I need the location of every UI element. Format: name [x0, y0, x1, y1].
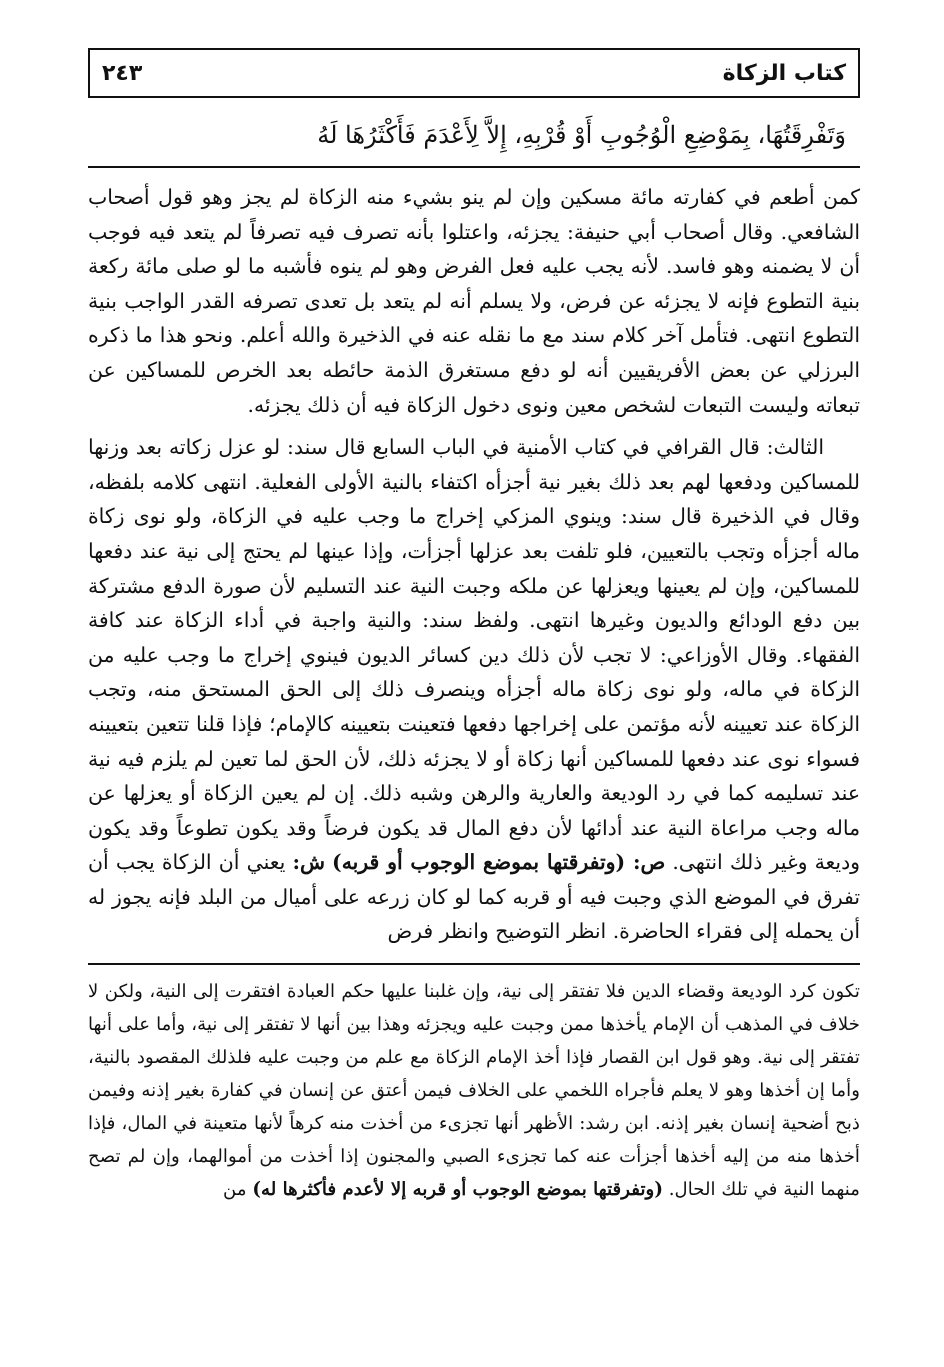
commentary-paragraph-2-text: الثالث: قال القرافي في كتاب الأمنية في الباب السابع قال سند: لو عزل زكاته بعد وزنها للمساكين ودفعها لهم بعد ذلك بغير نية أجزأه اكتفاء بالنية الأولى الفعلية. انتهى كلامه بلفظه، وقال في الذخيرة قال سند: وينوي المزكي إخراج ما وجب عليه في الزكاة، ولو نوى زكاة ماله أجزأه وتجب بالتعيين، فلو تلفت بعد عزلها أجزأت، وإذا عينها لم يحتج إلى نية عند دفعها للمساكين، وإن لم يعينها ويعزلها عن ملكه وجبت النية عند التسليم لأن صورة الدفع مشتركة بين دفع الودائع والديون وغيرها انتهى. ولفظ سند: والنية واجبة في أداء الزكاة عند كافة الفقهاء. وقال الأوزاعي: لا تجب لأن ذلك دين كسائر الديون فينوي إخراج ما وجب عليه من الزكاة في ماله، ولو نوى زكاة ماله أجزأه وينصرف ذلك إلى الحق المستحق منه، وتجب الزكاة عند تعيينه لأنه مؤتمن على إخراجها دفعها فتعينت بتعيينه كالإمام؛ فإذا قلنا تتعين بتعيينه فسواء نوى عند دفعها للمساكين أنها زكاة أو لا يجزئه ذلك، لأن الحق لما تعين لم يلزم فيه نية عند تسليمه كما في رد الوديعة والعارية والرهن وشبه ذلك. إن لم يعين الزكاة أو يعزلها عن ماله وجب مراعاة النية عند أدائها لأن دفع المال قد يكون فرضاً وقد يكون تطوعاً وقد يكون وديعة وغير ذلك انتهى. [88, 435, 860, 875]
matn-verse: وَتَفْرِقَتُهَا، بِمَوْضِعِ الْوُجُوبِ أَوْ قُرْبِهِ، إِلاَّ لِأَعْدَمَ فَأَكْثَرُهَا لَهُ [317, 121, 846, 149]
commentary-paragraph-2 [88, 430, 860, 949]
footnote-text [88, 975, 860, 1206]
matn-divider [88, 166, 860, 168]
running-header [88, 48, 860, 98]
book-page [88, 48, 860, 1338]
commentary-paragraph-1: كمن أطعم في كفارته مائة مسكين وإن لم ينو بشيء منه الزكاة لم يجز وهو قول أصحاب الشافعي. وقال أصحاب أبي حنيفة: يجزئه، واعتلوا بأنه تصرف فيه تصرفاً لم يتعد فيه فوجب أن لا يضمنه وهو فاسد. لأنه يجب عليه فعل الفرض وهو لم ينوه فأشبه ما لو صلى مائة ركعة بنية التطوع فإنه لا يجزئه عن فرض، ولا يسلم أنه لم يتعد بل تعدى تصرفه القدر الواجب بنية التطوع انتهى. فتأمل آخر كلام سند مع ما نقله عنه في الذخيرة والله أعلم. ونحو هذا ما ذكره البرزلي عن بعض الأفريقيين أنه لو دفع مستغرق الذمة حائطه بعد الخرص للمساكين عن تبعاته وليست التبعات لشخص معين ونوى دخول الزكاة فيه أن ذلك يجزئه. [88, 185, 860, 417]
matn-quote-sad: ص: (وتفرقتها بموضع الوجوب أو قربه) [332, 850, 666, 875]
footnote-matn-quote: (وتفرقتها بموضع الوجوب أو قربه إلا لأعدم فأكثرها له) [252, 1179, 663, 1201]
page-number: ٢٤٣ [102, 60, 143, 86]
commentary-paragraph-3-text: يعني أن الزكاة يجب أن تفرق في الموضع الذي وجبت فيه أو قربه كما لو كان زرعه على أميال من البلد فإنه يجوز له أن يحمله إلى فقراء الحاضرة. انظر التوضيح وانظر فرض [88, 850, 860, 944]
footnotes [88, 975, 860, 1206]
footnote-tail: من [222, 1179, 247, 1201]
sharh-marker-shin: ش: [292, 850, 325, 875]
chapter-title: كتاب الزكاة [722, 60, 846, 86]
footnote-body: تكون كرد الوديعة وقضاء الدين فلا تفتقر إلى نية، وإن غلبنا عليها حكم العبادة افتقرت إلى النية، ولكن لا خلاف في المذهب أن الإمام يأخذها ممن وجبت عليه ويجزئه وهذا بين أنها لا تفتقر إلى نية، وأما على أنها تفتقر إلى نية. وهو قول ابن القصار فإذا أخذ الإمام الزكاة مع علم من وجبت عليه فلذلك المقصود بالنية، وأما إن أخذها وهو لا يعلم فأجراه اللخمي على الخلاف فيمن أعتق عن إنسان في كفارة بغير إذنه وفيمن ذبح أضحية إنسان بغير إذنه. ابن رشد: الأظهر أنها تجزىء من أخذت منه كرهاً لأنها متعينة في المال، فإذا أخذها منه من إليه أخذها أجزأت عنه كما تجزىء الصبي والمجنون إذا أخذت من أموالهما، وإن لم تصح منهما النية في تلك الحال. [88, 981, 860, 1201]
footnote-divider [88, 963, 860, 965]
commentary-body [88, 180, 860, 949]
